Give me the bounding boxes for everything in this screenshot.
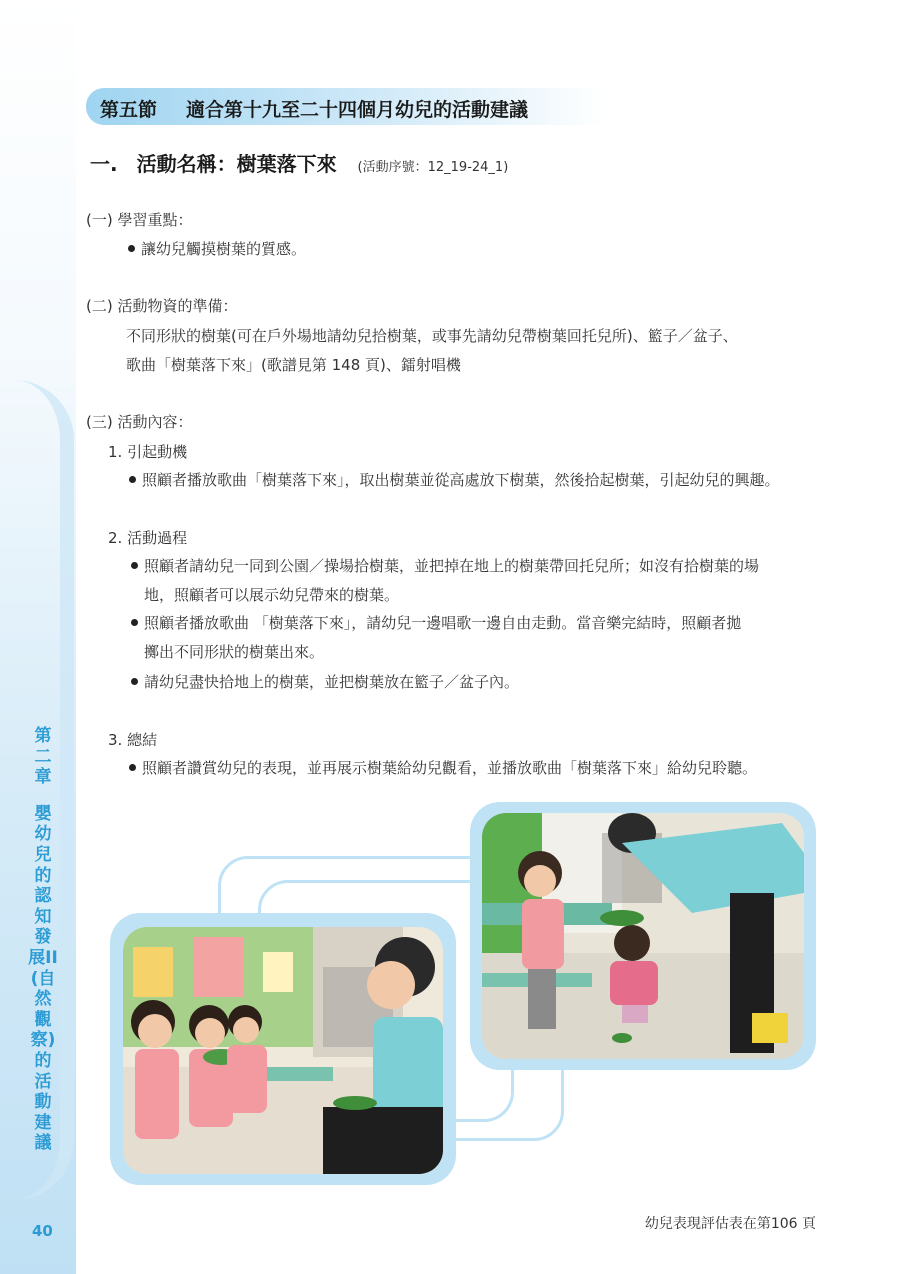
learning-focus-bullet: 讓幼兒觸摸樹葉的質感。 [141, 240, 307, 258]
activity-photo [123, 927, 443, 1174]
materials-line: 歌曲「樹葉落下來」(歌譜見第 148 頁)、鐳射唱機 [126, 356, 461, 374]
motivation-heading: 1. 引起動機 [108, 443, 188, 461]
process-bullet: 照顧者播放歌曲 「樹葉落下來」，請幼兒一邊唱歌一邊自由走動。當音樂完結時，照顧者拋 [144, 614, 742, 632]
chapter-name: 嬰幼兒的認知發展II(自然觀察)的活動建議 [28, 803, 58, 1154]
process-bullet-continuation: 地，照顧者可以展示幼兒帶來的樹葉。 [144, 586, 400, 604]
process-bullet-continuation: 擲出不同形狀的樹葉出來。 [144, 643, 325, 661]
summary-heading: 3. 總結 [108, 731, 158, 749]
activity-photo [482, 813, 804, 1059]
activity-number: 一. [90, 152, 118, 176]
page-number: 40 [32, 1222, 53, 1240]
section-label: 第五節 [100, 99, 158, 121]
process-bullet: 請幼兒盡快拾地上的樹葉，並把樹葉放在籃子／盆子內。 [144, 673, 520, 691]
activity-name: 活動名稱：樹葉落下來 [136, 152, 337, 176]
learning-focus-heading: (一) 學習重點： [86, 211, 193, 229]
chapter-number: 第二章 [34, 726, 52, 788]
process-bullet: 照顧者請幼兒一同到公園／操場拾樹葉，並把掉在地上的樹葉帶回托兒所；如沒有拾樹葉的場 [144, 557, 760, 575]
section-heading-bar [86, 88, 606, 125]
materials-line: 不同形狀的樹葉(可在戶外場地請幼兒拾樹葉，或事先請幼兒帶樹葉回托兒所)、籃子／盆子、 [126, 327, 738, 345]
materials-heading: (二) 活動物資的準備： [86, 297, 238, 315]
process-heading: 2. 活動過程 [108, 529, 188, 547]
content-heading: (三) 活動內容： [86, 413, 193, 431]
activity-title [90, 148, 508, 177]
summary-bullet: 照顧者讚賞幼兒的表現，並再展示樹葉給幼兒觀看，並播放歌曲「樹葉落下來」給幼兒聆聽。 [142, 759, 758, 777]
activity-serial: (活動序號：12_19-24_1) [357, 160, 509, 175]
motivation-bullet: 照顧者播放歌曲「樹葉落下來」，取出樹葉並從高處放下樹葉，然後拾起樹葉，引起幼兒的興趣。 [142, 471, 780, 489]
assessment-note: 幼兒表現評估表在第106 頁 [644, 1216, 816, 1232]
chapter-title-vertical [28, 726, 58, 1154]
section-title: 適合第十九至二十四個月幼兒的活動建議 [186, 99, 529, 121]
